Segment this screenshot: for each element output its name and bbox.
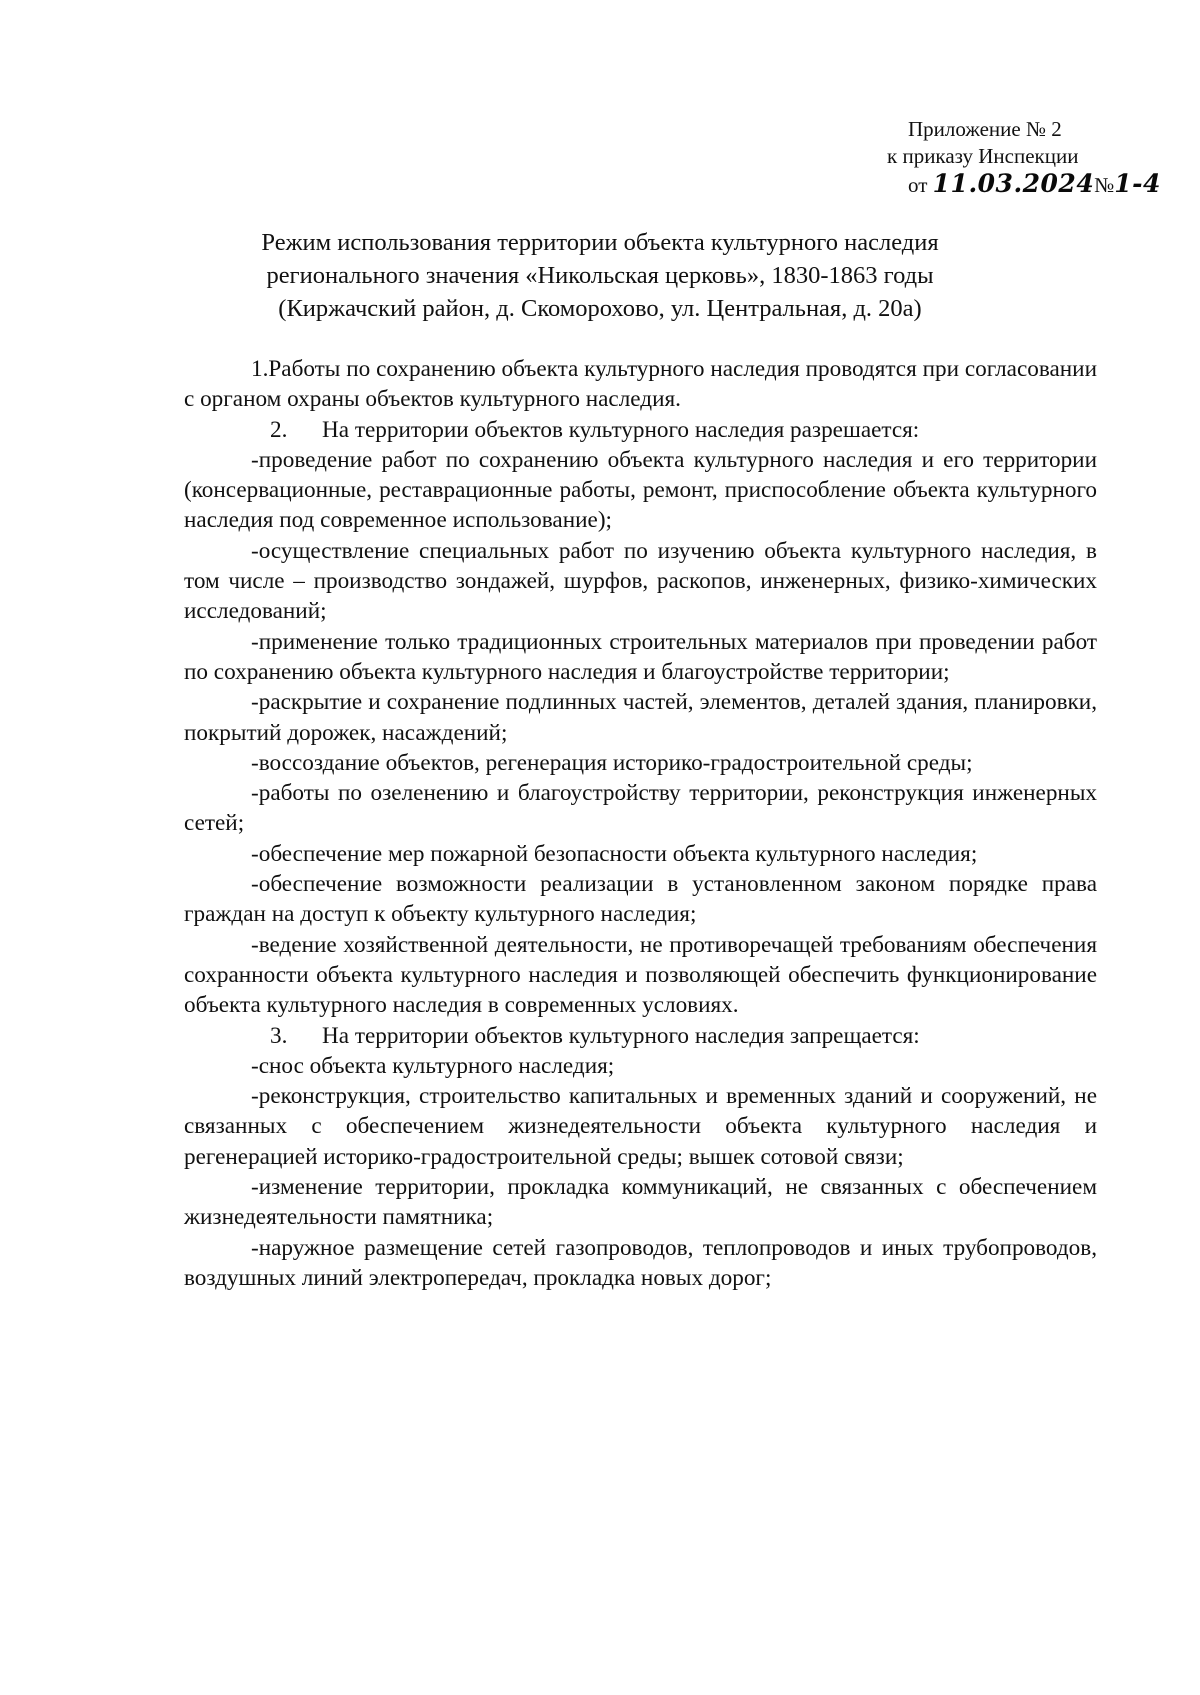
appendix-date-line: [860, 170, 1160, 199]
list-item: -проведение работ по сохранению объекта культурного наследия и его территории (консервационные, реставрационные работы, ремонт, приспособление объекта культурного наследия под современное использование);: [184, 446, 1097, 534]
title-line: (Киржачский район, д. Скоморохово, ул. Центральная, д. 20а): [278, 295, 922, 322]
list-item: -обеспечение возможности реализации в установленном законом порядке права граждан на доступ к объекту культурного наследия;: [184, 871, 1097, 928]
title-line: Режим использования территории объекта культурного наследия: [261, 229, 939, 256]
section-text: На территории объектов культурного наследия разрешается:: [322, 416, 920, 443]
list-item: -работы по озеленению и благоустройству территории, реконструкция инженерных сетей;: [184, 780, 1097, 837]
title-line: регионального значения «Никольская церковь», 1830-1863 годы: [266, 262, 934, 289]
appendix-label: Приложение № 2: [908, 117, 1062, 141]
date-prefix: от: [908, 173, 928, 197]
section-number: 3.: [270, 1022, 288, 1049]
appendix-header: [860, 116, 1160, 199]
handwritten-number: 1-4: [1114, 169, 1161, 198]
document-title: [180, 226, 1020, 325]
section-2-heading: [184, 415, 1097, 445]
document-body: [184, 354, 1097, 1293]
paragraph-1: 1.Работы по сохранению объекта культурного наследия проводятся при согласовании с органом охраны объектов культурного наследия.: [184, 356, 1097, 413]
appendix-order-reference: к приказу Инспекции: [887, 144, 1079, 168]
section-3-heading: [184, 1021, 1097, 1051]
handwritten-date: 11.03.2024: [932, 169, 1095, 198]
list-item: -воссоздание объектов, регенерация историко-градостроительной среды;: [251, 749, 973, 776]
list-item: -обеспечение мер пожарной безопасности объекта культурного наследия;: [251, 840, 978, 867]
list-item: -снос объекта культурного наследия;: [251, 1052, 615, 1079]
list-item: -применение только традиционных строительных материалов при проведении работ по сохранению объекта культурного наследия и благоустройстве территории;: [184, 628, 1097, 685]
number-prefix: №: [1094, 173, 1115, 197]
section-number: 2.: [270, 416, 288, 443]
list-item: -осуществление специальных работ по изучению объекта культурного наследия, в том числе – производство зондажей, шурфов, раскопов, инженерных, физико-химических исследований;: [184, 537, 1097, 625]
list-item: -раскрытие и сохранение подлинных частей, элементов, деталей здания, планировки, покрытий дорожек, насаждений;: [184, 689, 1097, 746]
list-item: -ведение хозяйственной деятельности, не противоречащей требованиям обеспечения сохранности объекта культурного наследия и позволяющей обеспечить функционирование объекта культурного наследия в современных условиях.: [184, 931, 1097, 1019]
list-item: -наружное размещение сетей газопроводов, теплопроводов и иных трубопроводов, воздушных линий электропередач, прокладка новых дорог;: [184, 1234, 1097, 1291]
list-item: -изменение территории, прокладка коммуникаций, не связанных с обеспечением жизнедеятельности памятника;: [184, 1174, 1097, 1231]
list-item: -реконструкция, строительство капитальных и временных зданий и сооружений, не связанных с обеспечением жизнедеятельности объекта культурного наследия и регенерацией историко-градостроительной среды; вышек сотовой связи;: [184, 1083, 1097, 1170]
section-text: На территории объектов культурного наследия запрещается:: [322, 1022, 920, 1049]
